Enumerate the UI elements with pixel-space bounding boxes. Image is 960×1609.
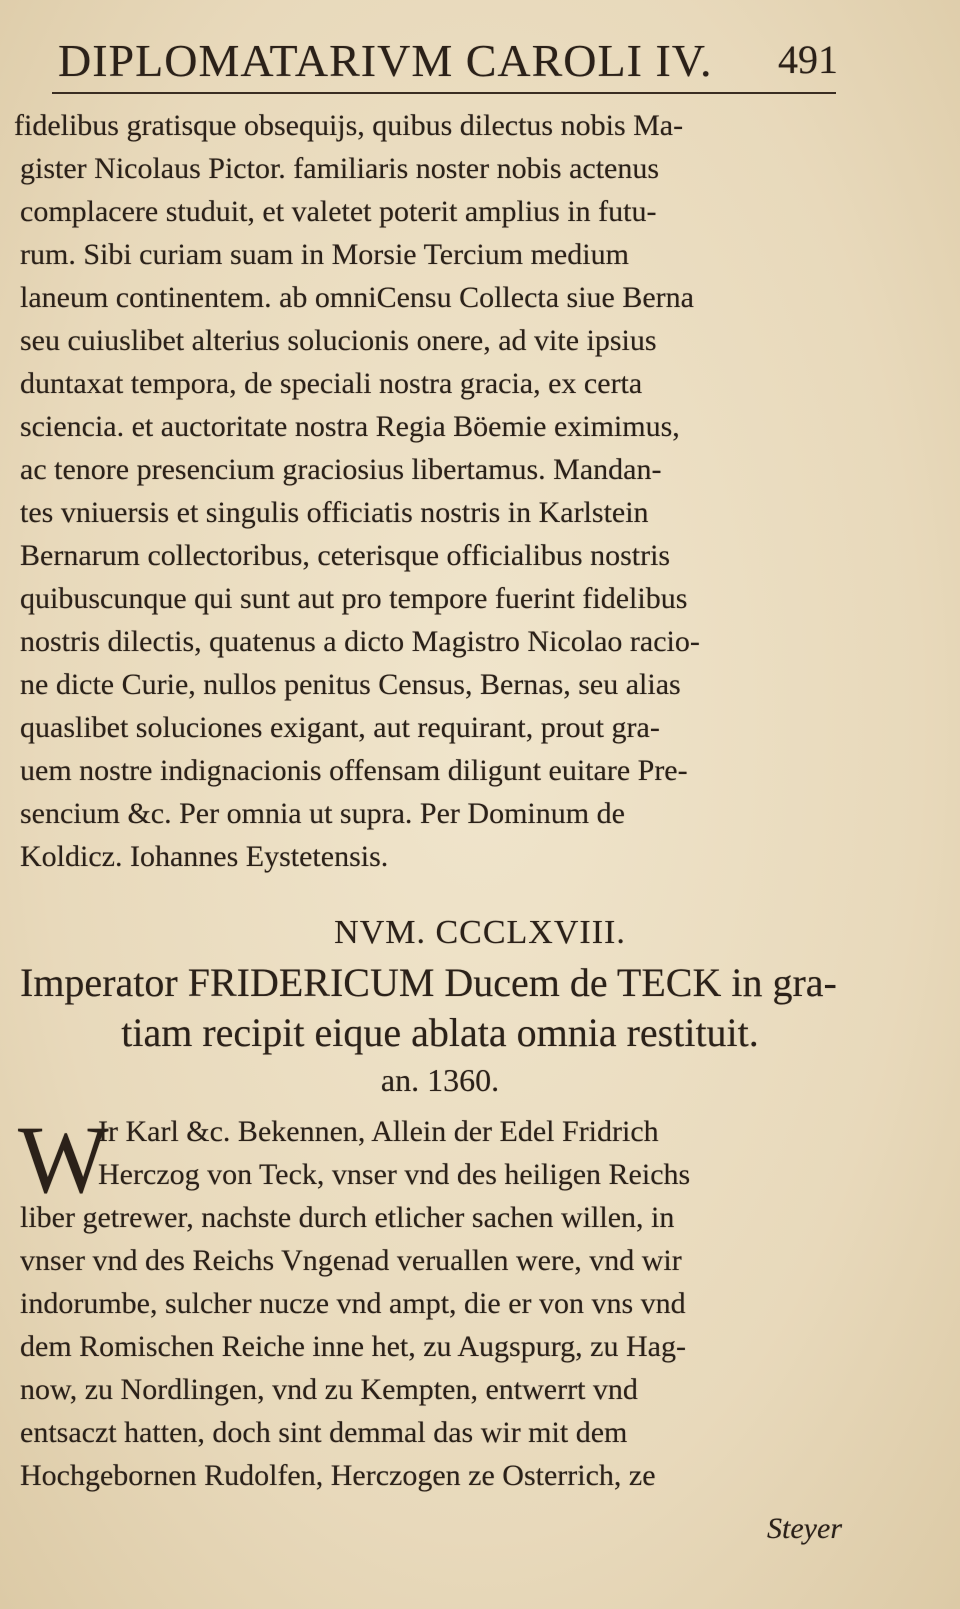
text-line: entsaczt hatten, doch sint demmal das wir mit dem (20, 1416, 628, 1449)
running-title: DIPLOMATARIVM CAROLI IV. (58, 35, 713, 86)
text-line: ne dicte Curie, nullos penitus Census, Bernas, seu alias (20, 668, 681, 701)
text-line: sencium &c. Per omnia ut supra. Per Dominum de (20, 797, 625, 830)
section-date: an. 1360. (380, 1062, 500, 1098)
text-line: indorumbe, sulcher nucze vnd ampt, die er von vns vnd (20, 1287, 686, 1320)
text-line: rum. Sibi curiam suam in Morsie Tercium medium (20, 238, 629, 271)
text-line: liber getrewer, nachste durch etlicher sachen willen, in (20, 1201, 675, 1234)
text-line: uem nostre indignacionis offensam diligunt euitare Pre- (20, 754, 688, 787)
text-line: nostris dilectis, quatenus a dicto Magistro Nicolao racio- (20, 625, 700, 658)
text-line: seu cuiuslibet alterius solucionis onere, ad vite ipsius (20, 324, 657, 357)
text-line: gister Nicolaus Pictor. familiaris noster nobis actenus (20, 152, 660, 185)
text-line: quibuscunque qui sunt aut pro tempore fuerint fidelibus (20, 582, 688, 615)
text-line: Hochgebornen Rudolfen, Herczogen ze Osterrich, ze (20, 1459, 656, 1492)
text-line: complacere studuit, et valetet poterit amplius in futu- (20, 195, 657, 228)
text-line: laneum continentem. ab omniCensu Collecta siue Berna (20, 281, 694, 314)
catchword: Steyer (767, 1512, 842, 1545)
text-line: now, zu Nordlingen, vnd zu Kempten, entwerrt vnd (20, 1373, 638, 1406)
text-line: tes vniuersis et singulis officiatis nostris in Karlstein (20, 496, 649, 529)
section-number: NVM. CCCLXVIII. (334, 914, 626, 951)
page-number: 491 (778, 37, 838, 82)
text-line: Ir Karl &c. Bekennen, Allein der Edel Fridrich (98, 1115, 659, 1148)
drop-capital: W (18, 1106, 109, 1213)
header-rule (52, 92, 836, 94)
text-line: Koldicz. Iohannes Eystetensis. (20, 840, 389, 873)
text-line: dem Romischen Reiche inne het, zu Augspurg, zu Hag- (20, 1330, 686, 1363)
text-line: quaslibet soluciones exigant, aut requirant, prout gra- (20, 711, 660, 744)
text-line: duntaxat tempora, de speciali nostra gracia, ex certa (20, 367, 643, 400)
section-title-line: Imperator FRIDERICUM Ducem de TECK in gra- (20, 960, 837, 1005)
text-line: vnser vnd des Reichs Vngenad veruallen were, vnd wir (20, 1244, 682, 1277)
text-line: Bernarum collectoribus, ceterisque officialibus nostris (20, 539, 671, 572)
text-line: ac tenore presencium graciosius libertamus. Mandan- (20, 453, 662, 486)
text-line: Herczog von Teck, vnser vnd des heiligen Reichs (98, 1158, 691, 1191)
text-line: fidelibus gratisque obsequijs, quibus dilectus nobis Ma- (14, 109, 684, 142)
text-line: sciencia. et auctoritate nostra Regia Böemie eximimus, (20, 410, 680, 443)
section-title-line: tiam recipit eique ablata omnia restituit. (121, 1010, 759, 1055)
page-header (58, 28, 838, 86)
